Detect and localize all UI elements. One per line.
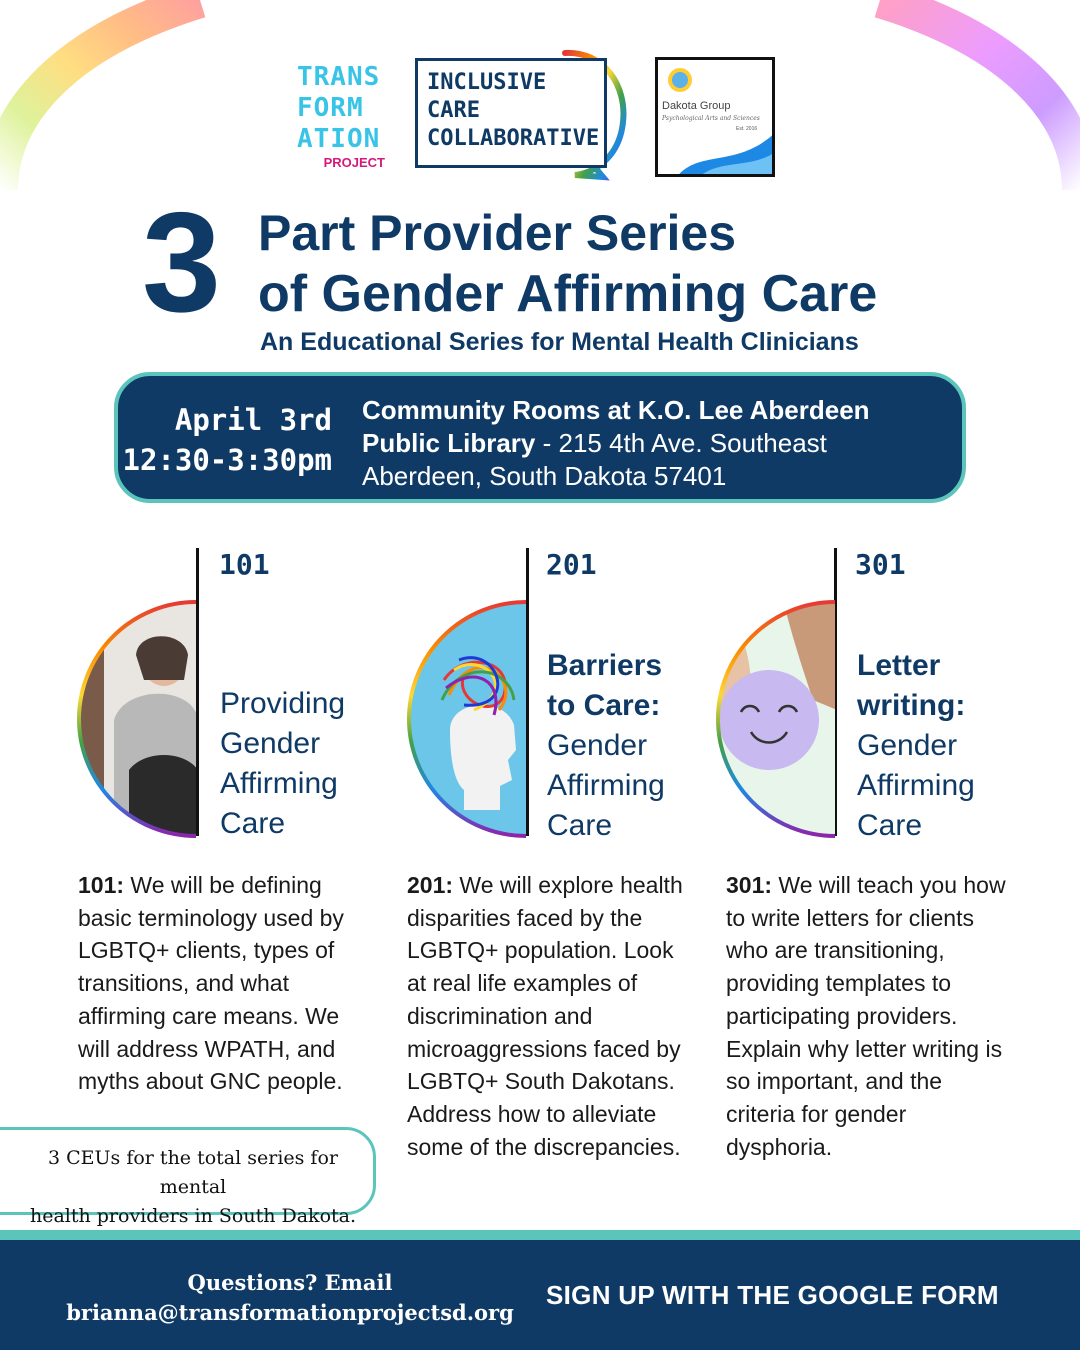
signup-link[interactable]: SIGN UP WITH THE GOOGLE FORM [546, 1280, 999, 1310]
dakota-group-tagline: Psychological Arts and Sciences [662, 115, 760, 122]
inclusive-care-collaborative-logo [415, 47, 630, 182]
course-title-line: Affirming [220, 767, 338, 800]
event-venue [362, 394, 870, 493]
event-time: 12:30-3:30pm [122, 443, 332, 477]
ceu-note [0, 1127, 376, 1227]
course-title-line: Gender [547, 729, 648, 762]
desc-label: 201: [407, 872, 454, 898]
tp-logo-line: TRANS [297, 62, 381, 92]
icc-text [427, 69, 599, 153]
course-title-line: Care [857, 809, 923, 842]
rainbow-corner-right [860, 0, 1080, 190]
course-title-line: Affirming [547, 769, 665, 802]
course-title [547, 646, 665, 846]
course-number: 101 [219, 548, 270, 581]
icc-line: INCLUSIVE [427, 70, 547, 95]
course-title-line: Gender [220, 727, 321, 760]
course-201-card [404, 548, 724, 842]
course-title-line: Providing [220, 687, 346, 720]
contact-email-link[interactable]: brianna@transformationprojectsd.org [66, 1300, 514, 1325]
footer-stripe [0, 1230, 1080, 1240]
person-sitting-photo-icon [74, 600, 198, 838]
course-title [857, 646, 975, 846]
course-title [220, 684, 345, 844]
desc-text: We will explore health disparities faced by the LGBTQ+ population. Look at real life examples of discrimination and microaggressions faced by LGBTQ+ South Dakotans. Address how to alleviate some of the discrepancies. [407, 872, 683, 1160]
course-title-line: Care [220, 807, 286, 840]
dakota-group-est: Est. 2016 [736, 126, 758, 132]
desc-text: We will teach you how to write letters for clients who are transitioning, providing templates to participating providers. Explain why letter writing is so important, and the criteria for gender dysphoria. [726, 872, 1006, 1160]
dakota-group-logo [655, 57, 775, 177]
course-number: 201 [546, 548, 597, 581]
transformation-project-logo [297, 62, 389, 178]
page-title-line-2: of Gender Affirming Care [258, 265, 878, 323]
venue-city: Aberdeen, South Dakota 57401 [362, 461, 727, 491]
venue-name: Community Rooms at K.O. Lee Aberdeen [362, 395, 870, 425]
ceu-note-line: health providers in South Dakota. [29, 1205, 357, 1227]
page-subtitle: An Educational Series for Mental Health Clinicians [260, 328, 859, 356]
course-title-bold-line: writing: [857, 689, 966, 722]
tp-logo-line: ATION [297, 124, 381, 154]
tangled-head-photo-icon [404, 600, 528, 838]
dakota-group-name: Dakota Group [662, 100, 731, 112]
contact-info [40, 1268, 540, 1328]
course-301-description [726, 869, 1011, 1163]
venue-name-2: Public Library [362, 428, 536, 458]
event-info-band [114, 372, 966, 503]
icc-line: COLLABORATIVE [427, 126, 600, 151]
course-title-bold-line: to Care: [547, 689, 661, 722]
event-datetime [122, 400, 332, 480]
course-201-description [407, 869, 692, 1163]
page-title-line-1: Part Provider Series [258, 205, 737, 261]
course-title-line: Gender [857, 729, 958, 762]
footer [0, 1240, 1080, 1350]
icc-line: CARE [427, 98, 480, 123]
course-301-card [713, 548, 1033, 842]
desc-label: 301: [726, 872, 773, 898]
contact-question: Questions? Email [187, 1270, 393, 1295]
venue-address: - 215 4th Ave. Southeast [535, 428, 827, 458]
event-date: April 3rd [174, 403, 332, 437]
course-101-card [74, 548, 394, 838]
tp-logo-project: PROJECT [323, 155, 385, 170]
course-number: 301 [855, 548, 906, 581]
course-title-line: Care [547, 809, 613, 842]
desc-label: 101: [78, 872, 125, 898]
series-number: 3 [142, 183, 221, 342]
desc-text: We will be defining basic terminology used by LGBTQ+ clients, types of transitions, and what affirming care means. We will address WPATH, and myths about GNC people. [78, 872, 344, 1095]
course-title-bold-line: Letter [857, 649, 941, 682]
smiley-hands-photo-icon [713, 600, 837, 838]
course-title-bold-line: Barriers [547, 649, 663, 682]
tp-logo-line: FORM [297, 93, 364, 123]
ceu-note-line: 3 CEUs for the total series for mental [48, 1147, 338, 1198]
course-title-line: Affirming [857, 769, 975, 802]
course-101-description [78, 869, 363, 1098]
rainbow-corner-left [0, 0, 220, 190]
